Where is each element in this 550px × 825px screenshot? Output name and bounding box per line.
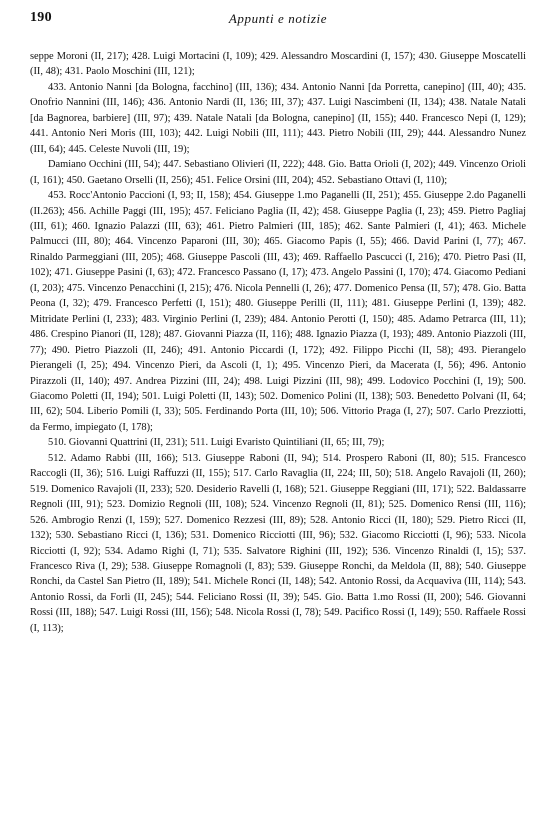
index-paragraph: 512. Adamo Rabbi (III, 166); 513. Giuseppe Raboni (II, 94); 514. Prospero Raboni (II, 80); 515. Francesco Raccogli (II, 36); 516. Luigi Raffuzzi (II, 155); 517. Carlo Ravaglia (II, 224; III, 50); 518. Angelo Ravajoli (II, 260); 519. Domenico Ravajoli (II, 233); 520. Desiderio Ravelli (I, 168); 521. Giuseppe Reggiani (III, 171); 522. Baldassarre Regnoli (III, 91); 523. Domizio Regnoli (III, 108); 524. Vincenzo Regnoli (II, 81); 525. Domenico Rensi (III, 116); 526. Ambrogio Renzi (I, 159); 527. Domenico Rezzesi (III, 89); 528. Antonio Ricci (II, 180); 529. Pietro Ricci (II, 132); 530. Sebastiano Ricci (I, 136); 531. Domenico Ricciotti (III, 96); 532. Giacomo Ricciotti (I, 96); 533. Nicola Ricciotti (I, 92); 534. Adamo Righi (I, 71); 535. Salvatore Righini (III, 192); 536. Vincenzo Rinaldi (I, 15); 537. Francesco Riva (I, 29); 538. Giuseppe Romagnoli (I, 83); 539. Giuseppe Ronchi, da Meldola (II, 88); 540. Giuseppe Ronchi, da Castel San Pietro (II, 189); 541. Michele Ronci (II, 148); 542. Antonio Rossi, da Acquaviva (III, 114); 543. Antonio Rossi, da Forlì (II, 245); 544. Feliciano Rossi (II, 39); 545. Gio. Batta 1.mo Rossi (II, 200); 546. Giovanni Rossi (III, 188); 547. Luigi Rossi (III, 156); 548. Nicola Rossi (I, 78); 549. Pacifico Rossi (I, 149); 550. Raffaele Rossi (I, 113); — [30, 452, 526, 634]
index-paragraph: seppe Moroni (II, 217); 428. Luigi Mortacini (I, 109); 429. Alessandro Moscardini (I, 157); 430. Giuseppe Moscatelli (II, 48); 431. Paolo Moschini (III, 121); — [30, 51, 526, 78]
index-paragraph: 453. Rocc'Antonio Paccioni (I, 93; II, 158); 454. Giuseppe 1.mo Paganelli (II, 251); 455. Giuseppe 2.do Paganelli (II.263); 456. Achille Paggi (III, 195); 457. Feliciano Paglia (II, 42); 458. Giuseppe Paglia (I, 23); 459. Pietro Pagliaj (III, 61); 460. Ignazio Palazzi (III, 63); 461. Pietro Palmieri (III, 185); 462. Sante Palmieri (I, 41); 463. Michele Palmucci (III, 80); 464. Vincenzo Paparoni (III, 30); 465. Giacomo Papis (I, 55); 466. David Parini (I, 77); 467. Rinaldo Parmeggiani (III, 205); 468. Giuseppe Pascoli (III, 43); 469. Raffaello Pascucci (I, 216); 470. Pietro Pasi (II, 102); 471. Giuseppe Pasini (I, 63); 472. Francesco Passano (I, 17); 473. Angelo Passini (I, 170); 474. Giacomo Pediani (I, 203); 475. Vincenzo Penacchini (I, 215); 476. Nicola Pennelli (I, 26); 477. Domenico Pensa (II, 57); 478. Gio. Batta Peona (I, 32); 479. Francesco Perfetti (I, 151); 480. Giuseppe Perilli (II, 111); 481. Giuseppe Perlini (I, 139); 482. Mitridate Perlini (I, 233); 483. Virginio Perlini (I, 239); 484. Antonio Perotti (I, 150); 485. Adamo Petrarca (III, 11); 486. Crespino Pianori (II, 128); 487. Giovanni Piazza (II, 116); 488. Ignazio Piazza (I, 193); 489. Antonio Piazzoli (III, 77); 490. Pietro Piazzoli (II, 246); 491. Antonio Piccardi (I, 172); 492. Filippo Picchi (II, 58); 493. Pierangelo Pierangeli (I, 25); 494. Vincenzo Pieri, da Ascoli (I, 1); 495. Vincenzo Pieri, da Macerata (I, 56); 496. Antonio Pirazzoli (II, 140); 497. Andrea Pizzini (III, 24); 498. Luigi Pizzini (III, 98); 499. Lodovico Pocchini (I, 19); 500. Giacomo Poletti (II, 194); 501. Luigi Poletti (II, 143); 502. Domenico Polini (II, 138); 503. Benedetto Polvani (II, 64; III, 62); 504. Liberio Pomili (I, 33); 505. Ferdinando Porta (III, 10); 506. Vittorio Praga (I, 27); 507. Carlo Prezziotti, da Fermo, impiegato (I, 178); — [30, 190, 526, 433]
running-title: Appunti e notizie — [228, 11, 328, 26]
index-text — [30, 49, 526, 636]
index-paragraph: 510. Giovanni Quattrini (II, 231); 511. Luigi Evaristo Quintiliani (II, 65; III, 79); — [48, 437, 385, 449]
index-paragraph: Damiano Occhini (III, 54); 447. Sebastiano Olivieri (II, 222); 448. Gio. Batta Orioli (I, 202); 449. Vincenzo Orioli (I, 161); 450. Gaetano Orselli (II, 256); 451. Felice Orsini (III, 204); 452. Sebastiano Ottavi (I, 110); — [30, 159, 526, 186]
index-paragraph: 433. Antonio Nanni [da Bologna, facchino] (III, 136); 434. Antonio Nanni [da Porretta, canepino] (III, 40); 435. Onofrio Nannini (III, 146); 436. Antonio Nardi (II, 136; III, 37); 437. Luigi Nascimbeni (II, 134); 438. Natale Natali [da Bagnorea, barbiere] (III, 97); 439. Natale Natali [da Bologna, canepino] (II, 155); 440. Francesco Nepi (I, 129); 441. Antonio Neri Moris (III, 103); 442. Luigi Nobili (III, 111); 443. Pietro Nobili (III, 29); 444. Alessandro Nunez (III, 64); 445. Celeste Nuvoli (III, 19); — [30, 81, 526, 155]
page-header — [28, 8, 528, 34]
page-number: 190 — [30, 10, 52, 25]
